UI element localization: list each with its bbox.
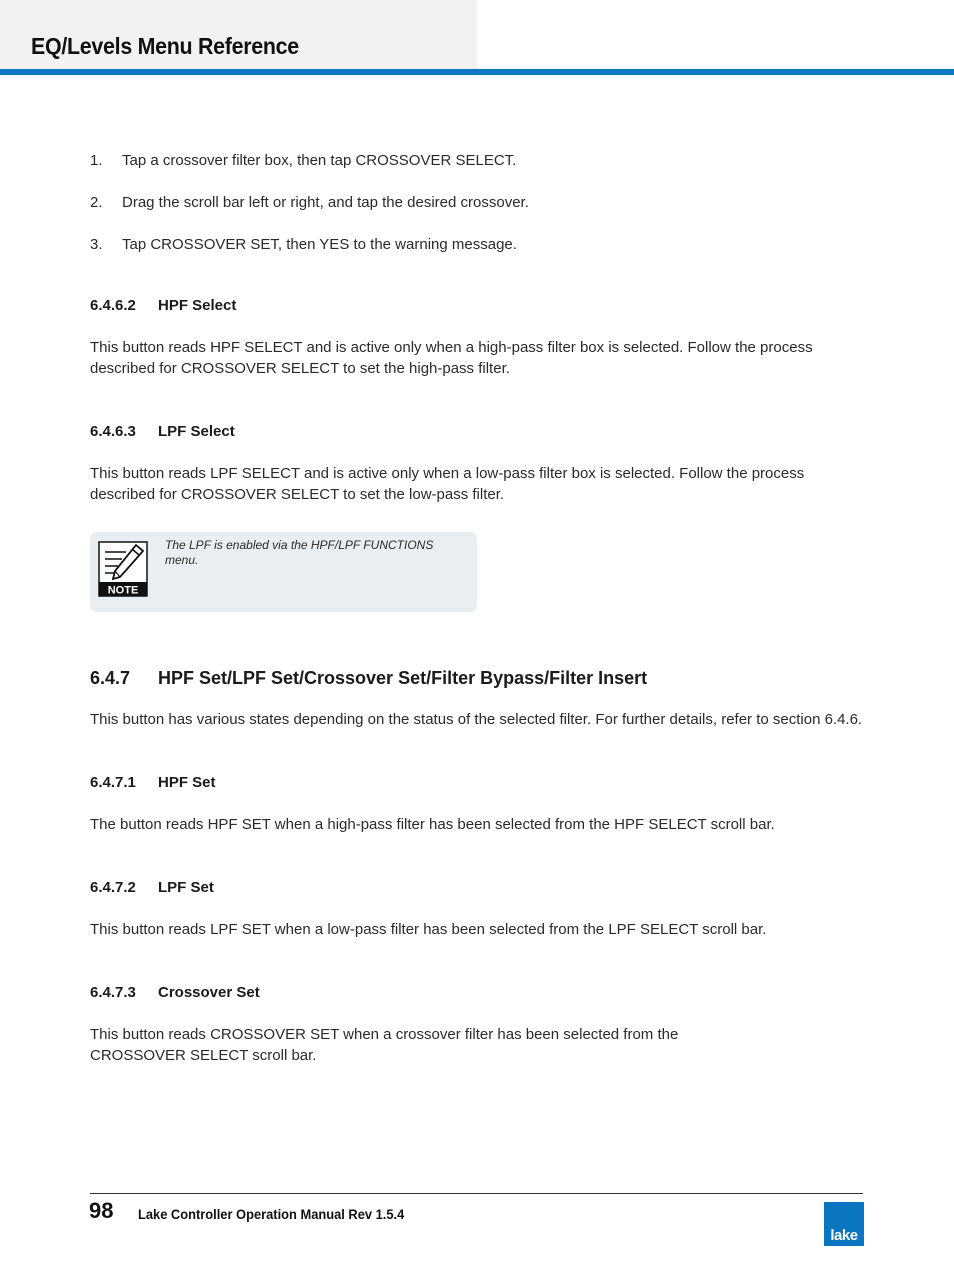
section-heading-set <box>90 668 865 689</box>
step-number: 3. <box>90 236 103 253</box>
section-heading-lpf-set <box>90 877 865 898</box>
section-title: HPF Set/LPF Set/Crossover Set/Filter Bypass/Filter Insert <box>158 668 648 688</box>
section-number: 6.4.6.3 <box>90 423 136 440</box>
note-pencil-icon <box>98 541 148 597</box>
section-heading-crossover-set <box>90 982 865 1003</box>
step-number: 2. <box>90 194 103 211</box>
section-number: 6.4.7.2 <box>90 879 136 896</box>
page-title: EQ/Levels Menu Reference <box>31 33 299 59</box>
section-body: This button reads HPF SELECT and is active only when a high-pass filter box is selected. Follow the process described for CROSSOVER SELECT to set the high-pass filter. <box>90 339 813 377</box>
page-number: 98 <box>89 1198 114 1223</box>
section-number: 6.4.6.2 <box>90 297 136 314</box>
note-text: The LPF is enabled via the HPF/LPF FUNCTIONS menu. <box>165 538 434 567</box>
section-title: LPF Select <box>158 423 235 440</box>
section-body: This button reads LPF SET when a low-pass filter has been selected from the LPF SELECT scroll bar. <box>90 921 767 938</box>
section-title: HPF Set <box>158 774 216 791</box>
section-body: This button reads LPF SELECT and is active only when a low-pass filter box is selected. Follow the process described for CROSSOVER SELECT to set the low-pass filter. <box>90 465 805 503</box>
step-text: Drag the scroll bar left or right, and tap the desired crossover. <box>122 194 529 211</box>
section-title: LPF Set <box>158 879 214 896</box>
list-item <box>90 150 865 171</box>
step-text: Tap a crossover filter box, then tap CROSSOVER SELECT. <box>122 152 517 169</box>
note-label: NOTE <box>107 584 139 597</box>
section-body: This button reads CROSSOVER SET when a crossover filter has been selected from the CROSSOVER SELECT scroll bar. <box>90 1026 679 1064</box>
list-item <box>90 234 865 255</box>
section-number: 6.4.7.1 <box>90 774 136 791</box>
step-text: Tap CROSSOVER SET, then YES to the warning message. <box>122 236 517 253</box>
section-number: 6.4.7 <box>90 668 131 688</box>
section-heading-hpf-select <box>90 295 865 316</box>
section-body: The button reads HPF SET when a high-pass filter has been selected from the HPF SELECT scroll bar. <box>90 816 775 833</box>
header-rule <box>0 69 954 75</box>
list-item <box>90 192 865 213</box>
footer-rule <box>90 1193 863 1194</box>
section-heading-hpf-set <box>90 772 865 793</box>
section-body: This button has various states depending on the status of the selected filter. For further details, refer to section 6.4.6. <box>90 711 863 728</box>
note-callout <box>90 532 477 612</box>
main-content <box>90 150 865 1066</box>
lake-logo-icon <box>824 1202 864 1246</box>
section-heading-lpf-select <box>90 421 865 442</box>
manual-title: Lake Controller Operation Manual Rev 1.5.4 <box>138 1206 405 1222</box>
section-number: 6.4.7.3 <box>90 984 136 1001</box>
section-title: Crossover Set <box>158 984 260 1001</box>
logo-text: lake <box>830 1227 858 1244</box>
step-number: 1. <box>90 152 103 169</box>
section-title: HPF Select <box>158 297 237 314</box>
